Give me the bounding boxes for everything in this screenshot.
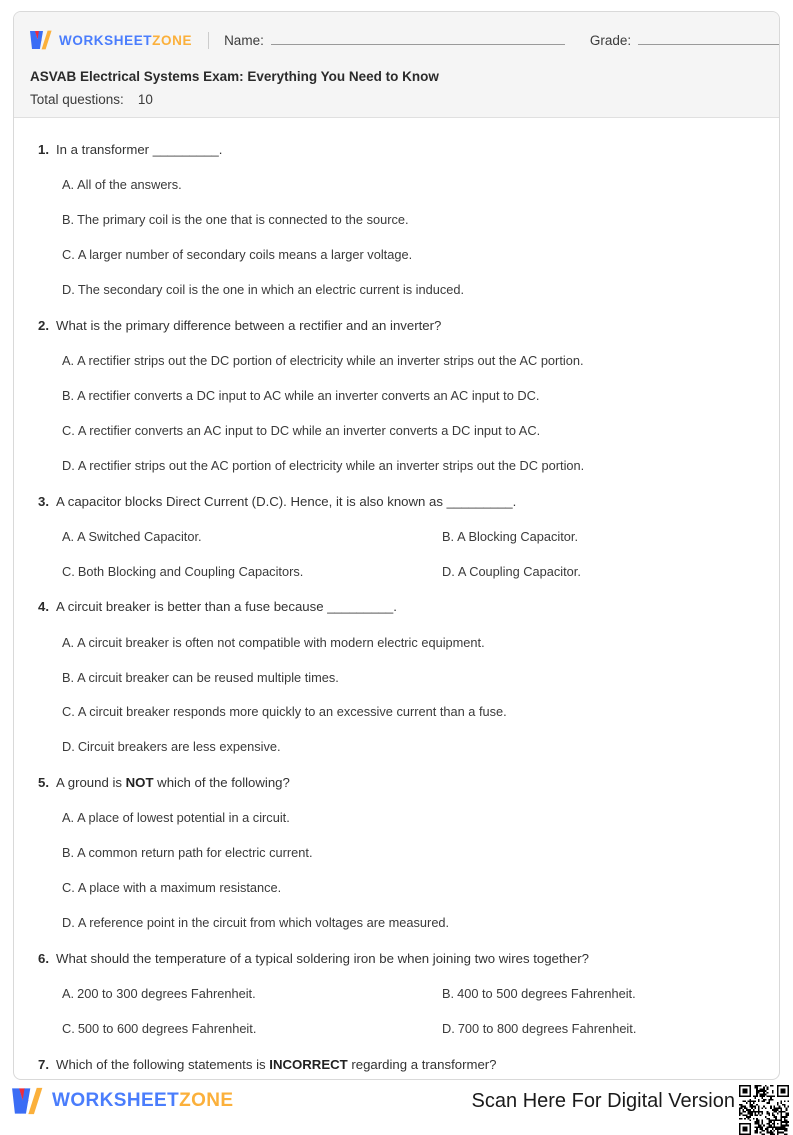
answer-choice[interactable] <box>62 879 761 897</box>
answer-choice-text: A rectifier converts an AC input to DC while an inverter converts a DC input to AC. <box>77 422 541 438</box>
question-text <box>56 492 516 511</box>
answer-choice-label: A. <box>62 352 75 368</box>
answer-choice-label: C. <box>62 422 75 438</box>
answer-choice-text: All of the answers. <box>77 177 182 193</box>
question-head <box>28 1055 761 1074</box>
footer-brand <box>12 1087 234 1115</box>
grade-field[interactable] <box>590 32 780 48</box>
answer-choice-label: C. <box>62 246 75 262</box>
answer-choices <box>28 352 761 475</box>
answer-choice-label: B. <box>62 845 75 861</box>
worksheet-header <box>14 12 779 118</box>
question-head <box>28 949 761 968</box>
answer-choice-text: A rectifier strips out the AC portion of electricity while an inverter strips out the DC portion. <box>77 457 585 473</box>
total-questions-label: Total questions: <box>30 91 124 107</box>
answer-choice[interactable] <box>62 352 761 370</box>
footer-brand-word-zone: ZONE <box>179 1090 234 1111</box>
question-head <box>28 773 761 792</box>
answer-choice-text: A reference point in the circuit from which voltages are measured. <box>77 915 450 931</box>
answer-choice-label: D. <box>62 915 75 931</box>
answer-choice-text: 200 to 300 degrees Fahrenheit. <box>77 986 256 1002</box>
question-text-part: A capacitor blocks Direct Current (D.C). Hence, it is also known as _________. <box>56 493 517 509</box>
question-text-part: Which of the following statements is <box>56 1056 270 1072</box>
answer-choice-label: B. <box>62 212 75 228</box>
total-questions-count: 10 <box>137 91 153 107</box>
question-number: 6. <box>38 951 49 967</box>
question-text-part: In a transformer _________. <box>56 142 223 157</box>
question-text <box>56 1055 497 1074</box>
footer-brand-wordmark <box>52 1090 234 1112</box>
answer-choice-label: A. <box>62 177 75 193</box>
answer-choice[interactable] <box>442 985 761 1003</box>
question-item <box>28 597 761 756</box>
answer-choice[interactable] <box>62 703 761 721</box>
header-identity-row <box>14 12 779 55</box>
questions-list <box>14 118 779 1080</box>
answer-choice-text: A Coupling Capacitor. <box>457 563 581 579</box>
answer-choice-label: C. <box>62 880 75 896</box>
answer-choice[interactable] <box>62 387 761 405</box>
answer-choice[interactable] <box>62 528 442 546</box>
answer-choice-label: D. <box>62 457 75 473</box>
answer-choice-label: A. <box>62 528 75 544</box>
answer-choice-label: B. <box>442 986 455 1002</box>
answer-choice-label: C. <box>62 563 75 579</box>
question-text-part: A circuit breaker is better than a fuse because _________. <box>56 599 397 615</box>
answer-choice-label: D. <box>442 1021 455 1037</box>
question-number: 4. <box>38 599 49 615</box>
title-block <box>14 55 779 107</box>
answer-choice-label: C. <box>62 704 75 720</box>
answer-choice-label: D. <box>442 563 455 579</box>
worksheet-card <box>13 11 780 1080</box>
answer-choice[interactable] <box>62 634 761 652</box>
answer-choice-label: B. <box>62 669 75 685</box>
worksheetzone-logo-icon <box>30 30 52 50</box>
question-head <box>28 492 761 511</box>
answer-choice[interactable] <box>442 1020 761 1038</box>
answer-choice-text: A Switched Capacitor. <box>77 528 202 544</box>
answer-choice-text: The primary coil is the one that is connected to the source. <box>77 212 409 228</box>
answer-choice-label: B. <box>62 387 75 403</box>
question-item <box>28 140 761 299</box>
scan-prompt-text: Scan Here For Digital Version <box>471 1090 735 1112</box>
answer-choice[interactable] <box>62 422 761 440</box>
answer-choices <box>28 176 761 299</box>
brand-word-zone: ZONE <box>152 32 193 48</box>
answer-choice-text: 400 to 500 degrees Fahrenheit. <box>457 986 636 1002</box>
answer-choice[interactable] <box>62 563 442 581</box>
answer-choice-label: C. <box>62 1021 75 1037</box>
question-text <box>56 773 290 792</box>
answer-choice-text: A circuit breaker responds more quickly to an excessive current than a fuse. <box>77 704 507 720</box>
question-text-tail: which of the following? <box>153 775 290 791</box>
answer-choice-text: Circuit breakers are less expensive. <box>77 739 281 755</box>
question-number: 5. <box>38 775 49 791</box>
answer-choice-label: D. <box>62 739 75 755</box>
question-text-part: What is the primary difference between a rectifier and an inverter? <box>56 317 442 333</box>
answer-choice-text: A place of lowest potential in a circuit. <box>77 810 290 826</box>
question-item <box>28 492 761 581</box>
question-text <box>56 140 222 159</box>
answer-choice[interactable] <box>62 1020 442 1038</box>
answer-choice[interactable] <box>62 738 761 756</box>
question-text-part: What should the temperature of a typical soldering iron be when joining two wires together? <box>56 951 589 967</box>
answer-choice[interactable] <box>62 844 761 862</box>
answer-choice-text: Both Blocking and Coupling Capacitors. <box>77 563 304 579</box>
name-label: Name: <box>224 33 264 48</box>
total-questions-row <box>30 92 763 107</box>
answer-choice-label: A. <box>62 986 75 1002</box>
brand-wordmark <box>59 33 192 48</box>
answer-choice-text: A common return path for electric current. <box>77 845 313 861</box>
question-head <box>28 597 761 616</box>
answer-choice[interactable] <box>62 985 442 1003</box>
answer-choice[interactable] <box>62 176 761 194</box>
page-title: ASVAB Electrical Systems Exam: Everything You Need to Know <box>30 69 439 84</box>
answer-choices <box>28 985 761 1038</box>
qr-code-icon[interactable] <box>739 1085 789 1135</box>
answer-choice-text: A Blocking Capacitor. <box>457 528 579 544</box>
answer-choice-text: A circuit breaker can be reused multiple times. <box>77 669 339 685</box>
footer-brand-word-worksheet: WORKSHEET <box>52 1090 180 1111</box>
answer-choice-label: D. <box>62 281 75 297</box>
brand-word-worksheet: WORKSHEET <box>59 32 153 48</box>
answer-choice[interactable] <box>62 211 761 229</box>
question-text <box>56 949 589 968</box>
question-head <box>28 316 761 335</box>
grade-input-line[interactable] <box>638 32 780 45</box>
question-number: 7. <box>38 1056 49 1072</box>
question-emphasis: NOT <box>125 775 154 791</box>
answer-choice[interactable] <box>62 809 761 827</box>
answer-choice[interactable] <box>62 281 761 299</box>
answer-choices <box>28 809 761 932</box>
answer-choice[interactable] <box>62 914 761 932</box>
answer-choice-text: A larger number of secondary coils means a larger voltage. <box>77 246 413 262</box>
question-number: 1. <box>38 142 49 157</box>
question-item <box>28 1055 761 1074</box>
header-divider <box>208 32 209 49</box>
answer-choice[interactable] <box>442 528 761 546</box>
page-footer <box>0 1084 793 1122</box>
grade-label: Grade: <box>589 33 632 48</box>
worksheetzone-logo-icon-footer <box>12 1087 43 1115</box>
answer-choices <box>28 634 761 757</box>
question-head <box>28 140 761 159</box>
answer-choice[interactable] <box>62 246 761 264</box>
question-item <box>28 773 761 932</box>
answer-choice-text: 700 to 800 degrees Fahrenheit. <box>457 1021 637 1037</box>
question-text <box>56 316 441 335</box>
question-text-tail: regarding a transformer? <box>347 1056 497 1072</box>
answer-choice-label: A. <box>62 634 75 650</box>
question-text-part: A ground is <box>56 775 126 791</box>
answer-choice[interactable] <box>62 669 761 687</box>
answer-choices <box>28 528 761 581</box>
answer-choice-label: A. <box>62 810 75 826</box>
answer-choice[interactable] <box>442 563 761 581</box>
name-input-line[interactable] <box>271 32 565 45</box>
answer-choice-text: 500 to 600 degrees Fahrenheit. <box>77 1021 257 1037</box>
question-number: 2. <box>38 317 49 333</box>
question-text <box>56 597 397 616</box>
question-emphasis: INCORRECT <box>269 1056 348 1072</box>
name-field[interactable] <box>224 32 565 48</box>
question-item <box>28 949 761 1038</box>
question-number: 3. <box>38 493 49 509</box>
answer-choice-text: A place with a maximum resistance. <box>77 880 282 896</box>
answer-choice[interactable] <box>62 457 761 475</box>
answer-choice-text: A rectifier converts a DC input to AC while an inverter converts an AC input to DC. <box>77 387 540 403</box>
answer-choice-label: B. <box>442 528 455 544</box>
answer-choice-text: The secondary coil is the one in which an electric current is induced. <box>77 281 465 297</box>
answer-choice-text: A circuit breaker is often not compatible with modern electric equipment. <box>77 634 485 650</box>
answer-choice-text: A rectifier strips out the DC portion of electricity while an inverter strips out the AC portion. <box>77 352 584 368</box>
question-item <box>28 316 761 475</box>
